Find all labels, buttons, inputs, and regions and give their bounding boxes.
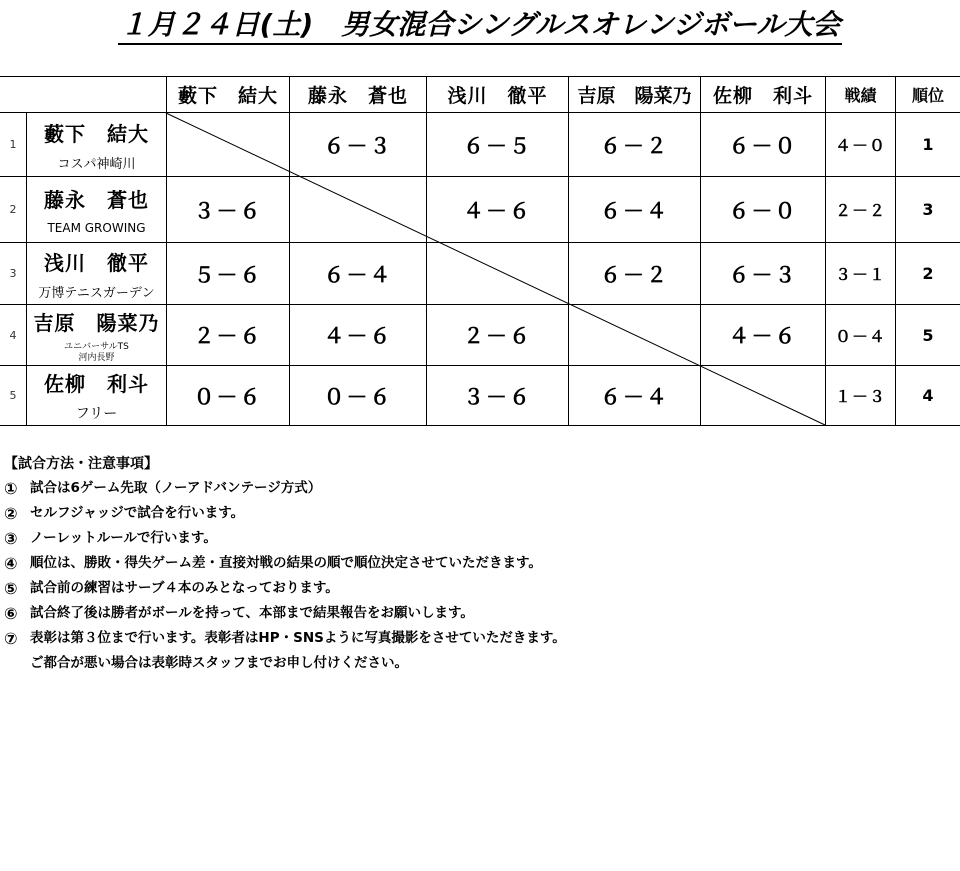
score-cell: ４－６ (323, 324, 393, 348)
note-item (4, 526, 954, 551)
player-club: 万博テニスガーデン (38, 285, 155, 301)
notes-title: 【試合方法・注意事項】 (4, 456, 158, 472)
player-name-cell (27, 243, 166, 304)
score-cell: ４－６ (728, 324, 798, 348)
score-cell: ６－２ (600, 133, 669, 158)
score-cell: ６－２ (600, 262, 669, 287)
notes-section (4, 452, 954, 676)
player-name: 藪下 結大 (44, 121, 149, 146)
header-rank: 順位 (911, 86, 944, 105)
header-player-4: 吉原 陽菜乃 (577, 85, 692, 107)
record-cell: ０－４ (834, 326, 886, 346)
rank-cell: 2 (922, 264, 934, 283)
score-cell: ０－６ (193, 384, 263, 409)
note-number: ③ (4, 529, 18, 548)
row-number: 1 (9, 138, 17, 151)
score-cell: ５－６ (193, 262, 263, 287)
row-number: 3 (9, 267, 17, 280)
note-item (4, 551, 954, 576)
score-cell: ６－０ (728, 198, 798, 223)
score-cell: ６－４ (600, 198, 669, 223)
player-name-cell (27, 366, 166, 425)
player-club: フリー (75, 406, 118, 422)
player-club-area: 河内長野 (78, 352, 115, 363)
note-text: 試合終了後は勝者がボールを持って、本部まで結果報告をお願いします。 (30, 605, 474, 621)
player-name-cell (27, 113, 166, 176)
note-item (4, 576, 954, 601)
note-number: ⑤ (4, 579, 18, 598)
note-item (4, 501, 954, 526)
rank-cell: 4 (922, 386, 934, 405)
score-cell: ６－５ (463, 133, 532, 158)
note-item (4, 476, 954, 501)
note-text: 表彰は第３位まで行います。表彰者はHP・SNSように写真撮影をさせていただきます。 (30, 630, 566, 646)
score-cell: ６－４ (600, 384, 669, 409)
note-number: ① (4, 479, 18, 498)
record-cell: ４－０ (834, 136, 886, 155)
note-text: 試合前の練習はサーブ４本のみとなっております。 (30, 580, 339, 596)
score-cell: ６－０ (728, 133, 798, 158)
header-player-3: 浅川 徹平 (447, 85, 548, 107)
rank-cell: 1 (922, 135, 934, 154)
score-cell: ２－６ (193, 324, 263, 348)
record-cell: ２－２ (834, 201, 886, 220)
note-text: セルフジャッジで試合を行います。 (30, 505, 245, 521)
row-number: 2 (9, 203, 17, 216)
note-number: ⑥ (4, 604, 18, 623)
header-player-2: 藤永 蒼也 (307, 85, 408, 107)
score-cell: ３－６ (463, 384, 532, 409)
note-text: 順位は、勝敗・得失ゲーム差・直接対戦の結果の順で順位決定させていただきます。 (30, 555, 542, 571)
note-item (4, 601, 954, 626)
player-club: TEAM GROWING (47, 221, 146, 235)
note-continuation: ご都合が悪い場合は表彰時スタッフまでお申し付けください。 (30, 655, 408, 671)
note-text: ノーレットルールで行います。 (30, 530, 217, 546)
note-number: ② (4, 504, 18, 523)
player-name-cell (27, 177, 166, 242)
row-number: 4 (9, 328, 17, 342)
player-name: 吉原 陽菜乃 (33, 310, 160, 335)
score-cell: ６－３ (728, 262, 798, 287)
header-player-1: 藪下 結大 (177, 85, 278, 107)
note-number: ⑦ (4, 629, 18, 648)
score-cell: ４－６ (463, 198, 532, 223)
note-item (4, 626, 954, 651)
note-number: ④ (4, 554, 18, 573)
rank-cell: 5 (922, 325, 934, 345)
header-record: 戦績 (844, 86, 877, 105)
row-number: 5 (9, 389, 17, 402)
player-club: コスパ神崎川 (57, 156, 136, 172)
player-name-cell (27, 305, 166, 365)
rank-cell: 3 (922, 200, 934, 219)
score-cell: ２－６ (463, 324, 532, 348)
player-club: ユニバーサルTS (64, 341, 129, 352)
player-name: 浅川 徹平 (44, 250, 149, 275)
player-name: 佐柳 利斗 (44, 372, 149, 396)
header-player-5: 佐柳 利斗 (712, 85, 813, 107)
score-cell: ６－３ (323, 133, 393, 158)
score-cell: ３－６ (193, 198, 263, 223)
record-cell: １－３ (834, 387, 886, 406)
note-text: 試合は6ゲーム先取（ノーアドバンテージ方式） (30, 480, 322, 496)
score-cell: ０－６ (323, 384, 393, 409)
record-cell: ３－１ (834, 265, 886, 284)
player-name: 藤永 蒼也 (44, 188, 149, 212)
score-cell: ６－４ (323, 262, 393, 287)
page-title: １月２４日(土) 男女混合シングルスオレンジボール大会 (0, 8, 960, 45)
